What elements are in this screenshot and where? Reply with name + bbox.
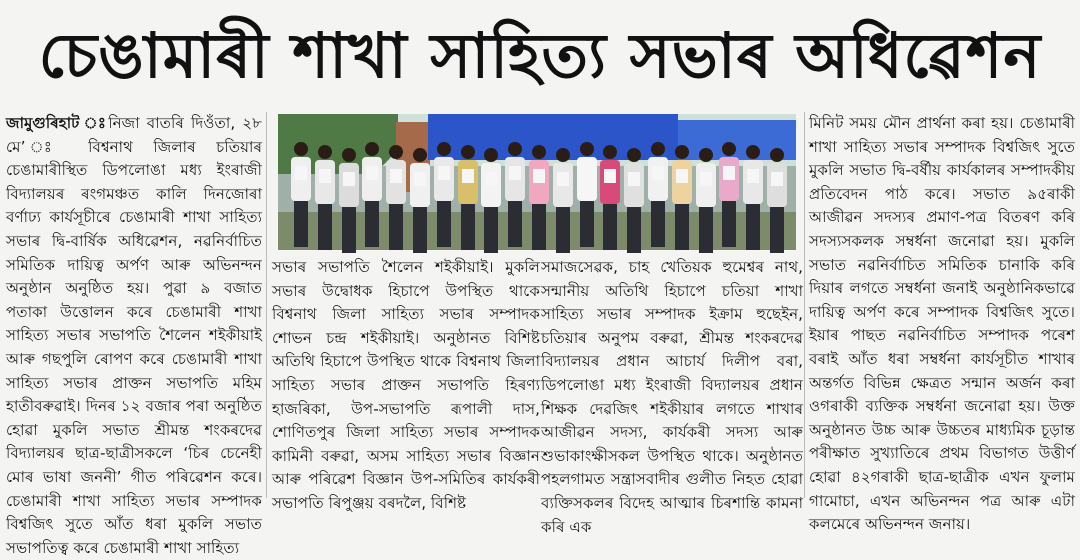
photo-person <box>433 142 455 248</box>
column-4-text: মিনিট সময় মৌন প্ৰাৰ্থনা কৰা হয়। চেঙামাৰী শাখা সাহিত্য সভাৰ সম্পাদক বিশ্বজিৎ সুতে মুকলি সভাত দ্বি-বৰ্ষীয় কাৰ্যকালৰ সম্পাদকীয় প্ৰতিবেদন পাঠ কৰে। সভাত ৯৫ৰাকী আজীৱন সদস্যৰ প্ৰমাণ-পত্ৰ বিতৰণ কৰি সদস্যসকলক সম্বৰ্ধনা জনোৱা হয়। মুকলি সভাত নৱনিৰ্বাচিত সমিতিক চানাকি কৰি দিয়াৰ লগতে সম্বৰ্ধনা জনাই অনুষ্ঠানিকভাৱে দায়িত্ব অৰ্পণ কৰে সম্পাদক বিশ্বজিৎ সুতে। ইয়াৰ পাছত নৱনিৰ্বাচিত সম্পাদক পৰেশ বৰাই আঁত ধৰা সম্বৰ্ধনা কাৰ্যসূচীত শাখাৰ অন্তৰ্গত বিভিন্ন ক্ষেত্ৰত সন্মান অৰ্জন কৰা ওগৰাকী ব্যক্তিক সম্বৰ্ধনা জনোৱা হয়। উক্ত অনুষ্ঠানত উচ্চ আৰু উচ্চতৰ মাধ্যমিক চূড়ান্ত পৰীক্ষাত সুখ্যাতিৰে প্ৰথম বিভাগত উত্তীৰ্ণ হোৱা ৪২গৰাকী ছাত্ৰ-ছাত্ৰীক এখন ফুলাম গামোচা, এখন অভিনন্দন পত্ৰ আৰু এটা কলমেৰে অভিনন্দন জনায়। <box>809 114 1075 534</box>
photo-person <box>647 142 669 248</box>
photo-person <box>718 142 740 248</box>
photo-person <box>599 145 621 251</box>
photo-person <box>528 145 550 251</box>
article-column-1 <box>6 112 262 557</box>
headline: চেঙামাৰী শাখা সাহিত্য সভাৰ অধিৱেশন <box>38 19 1042 92</box>
article-column-2 <box>272 256 540 512</box>
photo-person <box>671 145 693 251</box>
column-divider <box>804 112 805 498</box>
article-column-3 <box>541 256 803 536</box>
column-1-text: নিজা বাতৰি দিওঁতা, ২৮ মে’ ঃ বিশ্বনাথ জিলাৰ চতিয়াৰ চেঙামাৰীস্থিত ডিপলোঙা মধ্য ইংৰাজী বিদ্যালয়ৰ ৰংগমঞ্চত কালি দিনজোৰা বৰ্ণাঢ্য কাৰ্যসূচীৰে চেঙামাৰী শাখা সাহিত্য সভাৰ দ্বি-বাৰ্ষিক অধিৱেশন, নৱনিৰ্বাচিত সমিতিক দায়িত্ব অৰ্পণ আৰু অভিনন্দন অনুষ্ঠান অনুষ্ঠিত হয়। পুৱা ৯ বজাত পতাকা উত্তোলন কৰে চেঙামাৰী শাখা সাহিত্য সভাৰ সভাপতি শৈলেন শইকীয়াই আৰু গছপুলি ৰোপণ কৰে চেঙামাৰী শাখা সাহিত্য সভাৰ প্ৰাক্তন সভাপতি মহিম হাতীবৰুৱাই। দিনৰ ১২ বজাৰ পৰা অনুষ্ঠিত হোৱা মুকলি সভাত শ্ৰীমন্ত শংকৰদেৱ বিদ্যালয়ৰ ছাত্ৰ-ছাত্ৰীসকলে ‘চিৰ চেনেহী মোৰ ভাষা জননী’ গীত পৰিৱেশন কৰে। চেঙামাৰী শাখা সাহিত্য সভাৰ সম্পাদক বিশ্বজিৎ সুতে আঁত ধৰা মুকলি সভাত সভাপতিত্ব কৰে চেঙামাৰী শাখা সাহিত্য <box>6 114 262 557</box>
photo-person <box>504 142 526 248</box>
photo-person <box>338 148 360 254</box>
column-divider <box>266 112 267 498</box>
photo-person <box>695 148 717 254</box>
column-3-text: সমাজসেৱক, চাহ খেতিয়ক হুমেশ্বৰ নাথ, সন্মানীয় অতিথি হিচাপে চতিয়া শাখা সাহিত্য সভাৰ সম্পাদক ইক্ৰাম হুছেইন, চতিয়াৰ অনুপম বৰুৱা, শ্ৰীমন্ত শংকৰদেৱ বিদ্যালয়ৰ প্ৰধান আচাৰ্য দিলীপ বৰা, ডিপলোঙা মধ্য ইংৰাজী বিদ্যালয়ৰ প্ৰধান শিক্ষক দেৱজিৎ শইকীয়াৰ লগতে শাখাৰ আজীৱন সদস্য, কাৰ্যকৰী সদস্য আৰু শুভাকাংক্ষীসকল উপস্থিত থাকে। অনুষ্ঠানত পহলগামত সন্ত্ৰাসবাদীৰ গুলীত নিহত হোৱা ব্যক্তিসকলৰ বিদেহ আত্মাৰ চিৰশান্তি কামনা কৰি এক <box>541 258 803 536</box>
photo-person <box>361 142 383 248</box>
photo-person <box>314 145 336 251</box>
article-column-4 <box>809 112 1075 534</box>
photo-person <box>766 148 788 254</box>
column-2-text: সভাৰ সভাপতি শৈলেন শইকীয়াই। মুকলি সভাৰ উদ্বোধক হিচাপে উপস্থিত থাকে বিশ্বনাথ জিলা সাহিত্য সভাৰ সম্পাদক শোভন চন্দ্ৰ শইকীয়াই। অনুষ্ঠানত বিশিষ্ট অতিথি হিচাপে উপস্থিত থাকে বিশ্বনাথ জিলা সাহিত্য সভাৰ প্ৰাক্তন সভাপতি হিৰণ্য হাজৰিকা, উপ-সভাপতি ৰূপালী দাস, শোণিতপুৰ জিলা সাহিত্য সভাৰ সম্পাদক কামিনী বৰুৱা, অসম সাহিত্য সভাৰ বিজ্ঞান আৰু পৰিৱেশ বিজ্ঞান উপ-সমিতিৰ কাৰ্যকৰী সভাপতি ৰিপুঞ্জয় বৰদলৈ, বিশিষ্ট <box>272 258 540 512</box>
photo-person <box>742 145 764 251</box>
photo-person <box>552 148 574 254</box>
photo-person <box>623 148 645 254</box>
photo-person <box>409 148 431 254</box>
photo-person <box>480 148 502 254</box>
photo-person <box>457 145 479 251</box>
photo-person <box>290 142 312 248</box>
photo-person <box>576 142 598 248</box>
group-photo <box>278 114 796 250</box>
photo-person <box>385 145 407 251</box>
dateline: জামুগুৰিহাট ঃ <box>6 114 109 132</box>
